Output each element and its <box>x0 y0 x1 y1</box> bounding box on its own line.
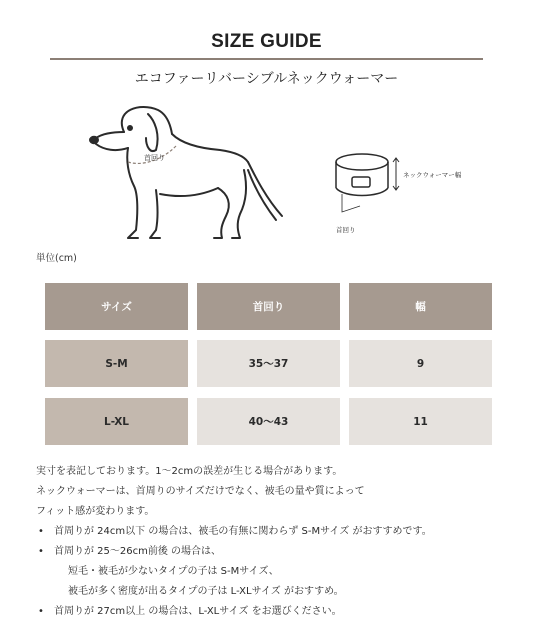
note-bullet: • 首周りが 25〜26cm前後 の場合は、 <box>36 542 516 562</box>
note-bullet: • 首周りが 24cm以下 の場合は、被毛の有無に関わらず S-Mサイズ がおすすめです。 <box>36 522 516 542</box>
table-header-width: 幅 <box>349 283 492 330</box>
note-paragraph: 実寸を表記しております。1〜2cmの誤差が生じる場合があります。 <box>36 466 343 477</box>
note-paragraph: フィット感が変わります。 <box>36 506 155 517</box>
unit-label: 単位(cm) <box>36 253 77 264</box>
table-cell-size: L-XL <box>45 398 188 445</box>
product-name: エコファーリバーシブルネックウォーマー <box>134 71 399 87</box>
warmer-neck-pointer <box>342 194 360 212</box>
size-notes <box>36 462 516 622</box>
table-header-neck: 首回り <box>197 283 340 330</box>
table-cell-width: 9 <box>349 340 492 387</box>
table-cell-size: S-M <box>45 340 188 387</box>
neck-warmer-icon <box>336 154 388 196</box>
size-illustration <box>0 90 533 250</box>
note-sub-line: 短毛・被毛が少ないタイプの子は S-Mサイズ、 <box>68 566 279 577</box>
warmer-neck-label: 首回り <box>336 226 356 234</box>
note-sub-line: 被毛が多く密度が出るタイプの子は L-XLサイズ がおすすめ。 <box>68 586 344 597</box>
table-cell-width: 11 <box>349 398 492 445</box>
page-title: SIZE GUIDE <box>211 31 322 52</box>
note-list <box>36 522 516 622</box>
table-cell-neck: 35〜37 <box>197 340 340 387</box>
note-bullet: • 首周りが 27cm以上 の場合は、L-XLサイズ をお選びください。 <box>36 602 516 622</box>
dog-illustration-icon <box>90 107 282 238</box>
bullet-icon: • <box>38 546 44 557</box>
dog-neck-label: 首回り <box>144 154 165 162</box>
note-paragraph: ネックウォーマーは、首周りのサイズだけでなく、被毛の量や質によって <box>36 486 365 497</box>
title-divider <box>50 58 483 60</box>
bullet-icon: • <box>38 606 44 617</box>
table-cell-neck: 40〜43 <box>197 398 340 445</box>
table-header-size: サイズ <box>45 283 188 330</box>
width-measure-arrow <box>393 158 399 190</box>
warmer-width-label: ネックウォーマー幅 <box>403 171 462 179</box>
bullet-icon: • <box>38 526 44 537</box>
